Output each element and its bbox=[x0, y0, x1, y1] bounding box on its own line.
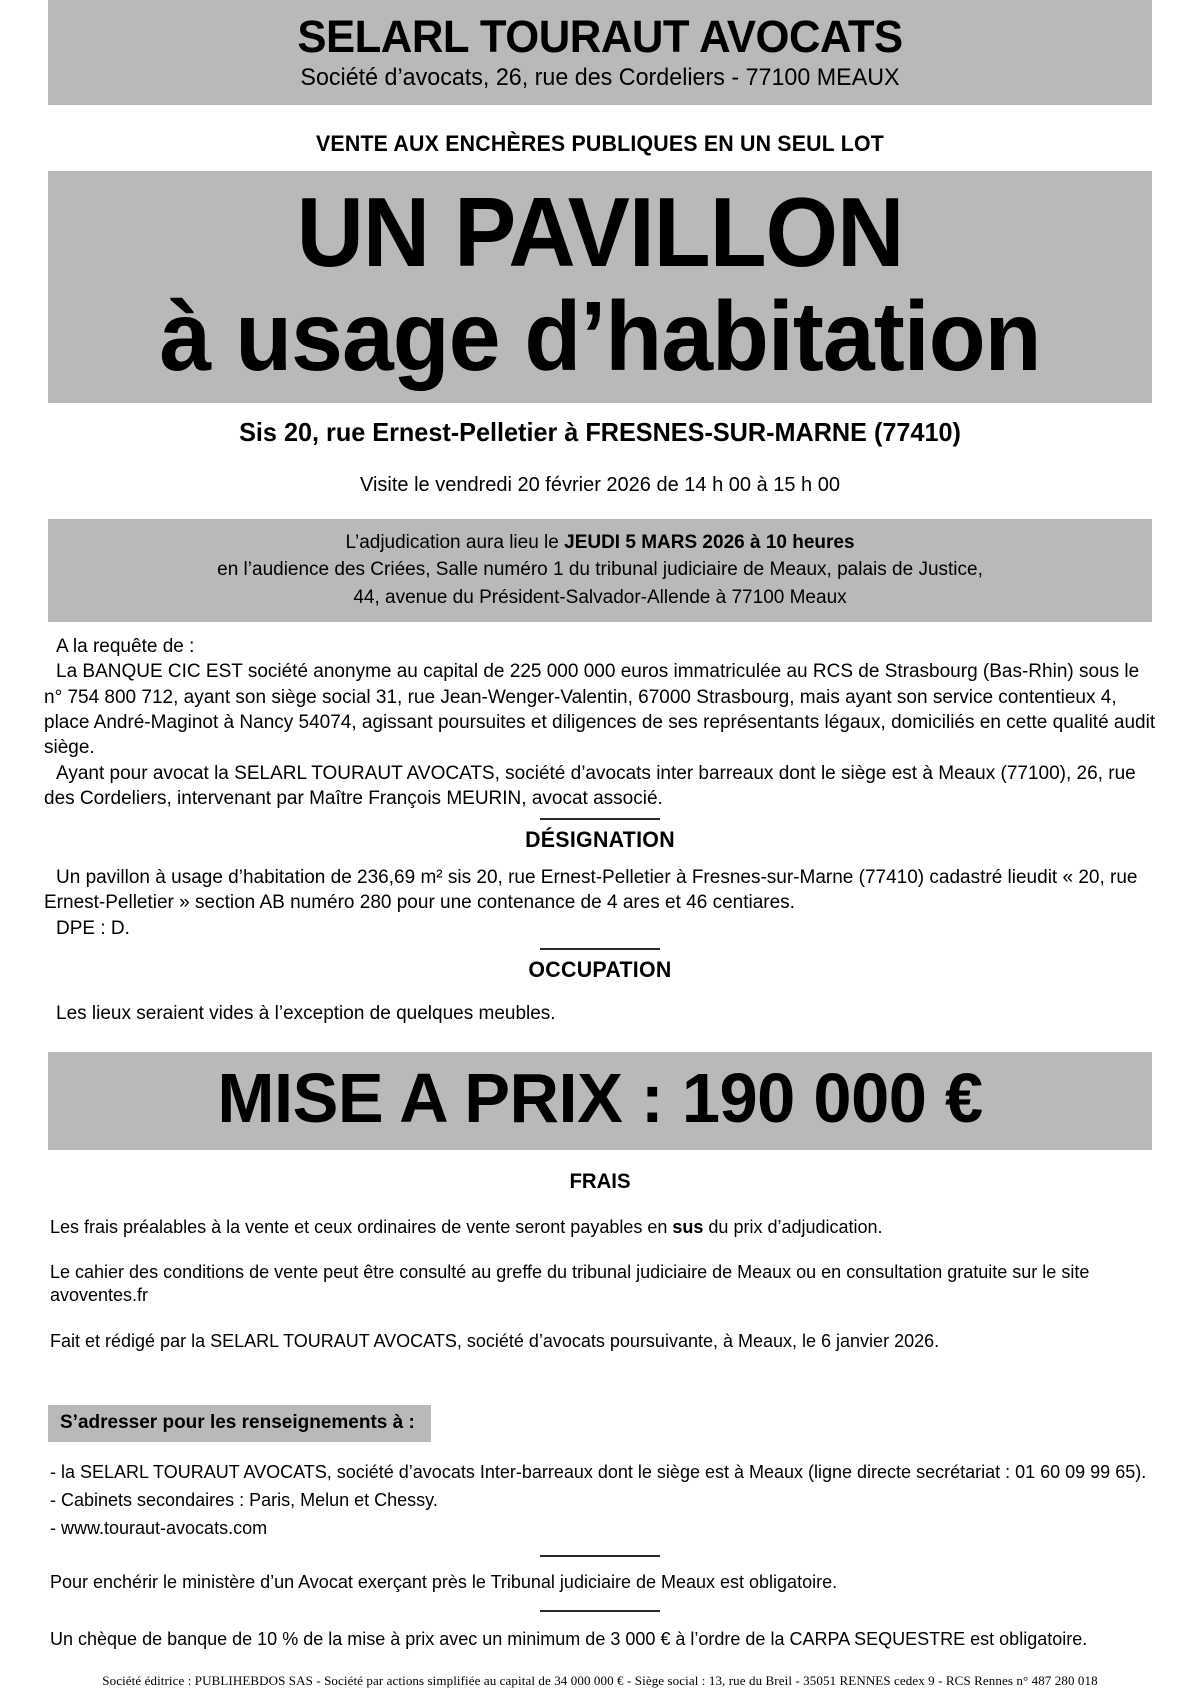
notice-cheque-banque: Un chèque de banque de 10 % de la mise à prix avec un minimum de 3 000 € à l’ordre de la CARPA SEQUESTRE est obligatoire. bbox=[50, 1628, 1088, 1649]
section-divider bbox=[540, 1555, 660, 1557]
adjudication-date: JEUDI 5 MARS 2026 à 10 heures bbox=[564, 531, 855, 553]
adjudication-line-2: en l’audience des Criées, Salle numéro 1 du tribunal judiciaire de Meaux, palais de Justice, bbox=[217, 559, 983, 581]
contact-heading: S’adresser pour les renseignements à : bbox=[48, 1405, 431, 1442]
section-divider bbox=[540, 1610, 660, 1612]
section-divider bbox=[540, 948, 660, 950]
occupation-paragraph: Les lieux seraient vides à l’exception de quelques meubles. bbox=[56, 1002, 556, 1024]
body-content bbox=[0, 634, 1200, 1026]
contact-item: - la SELARL TOURAUT AVOCATS, société d’avocats Inter-barreaux dont le siège est à Meaux (ligne directe secrétariat : 01 60 09 99 65). bbox=[50, 1462, 1147, 1483]
frais-title: FRAIS bbox=[569, 1169, 631, 1193]
property-address: Sis 20, rue Ernest-Pelletier à FRESNES-SUR-MARNE (77410) bbox=[239, 416, 961, 447]
frais-p1-emphasis: sus bbox=[672, 1216, 704, 1237]
contact-item: - Cabinets secondaires : Paris, Melun et Chessy. bbox=[50, 1490, 438, 1511]
hero-band bbox=[48, 171, 1152, 403]
notice-avocat-obligatoire: Pour enchérir le ministère d’un Avocat exerçant près le Tribunal judiciaire de Meaux est obligatoire. bbox=[50, 1571, 838, 1592]
masthead-band bbox=[48, 0, 1152, 105]
frais-p1-after: du prix d’adjudication. bbox=[703, 1216, 883, 1237]
adjudication-band bbox=[48, 519, 1152, 623]
firm-name: SELARL TOURAUT AVOCATS bbox=[297, 11, 903, 62]
requete-intro: A la requête de : bbox=[56, 636, 195, 658]
publisher-footer: Société éditrice : PUBLIHEBDOS SAS - Société par actions simplifiée au capital de 34 000 000 € - Siège social : 13, rue du Breil - 35051 RENNES cedex 9 - RCS Rennes n° 487 280 018 bbox=[102, 1673, 1098, 1689]
frais-paragraph-1 bbox=[0, 1216, 1200, 1239]
frais-p1-before: Les frais préalables à la vente et ceux ordinaires de vente seront payables en bbox=[50, 1216, 673, 1237]
section-divider bbox=[540, 818, 660, 820]
contact-heading-wrapper bbox=[0, 1405, 1200, 1442]
designation-dpe: DPE : D. bbox=[56, 917, 130, 939]
requete-paragraph-2: Ayant pour avocat la SELARL TOURAUT AVOCATS, société d’avocats inter barreaux dont le siège est à Meaux (77100), 26, rue des Cordeliers, intervenant par Maître François MEURIN, avocat associé. bbox=[44, 762, 1136, 809]
contact-item-website[interactable]: - www.touraut-avocats.com bbox=[50, 1518, 268, 1539]
adjudication-line-3: 44, avenue du Président-Salvador-Allende à 77100 Meaux bbox=[353, 586, 847, 608]
designation-paragraph: Un pavillon à usage d’habitation de 236,69 m² sis 20, rue Ernest-Pelletier à Fresnes-sur-Marne (77410) cadastré lieudit « 20, rue Ernest-Pelletier » section AB numéro 280 pour une contenance de 4 ares et 46 centiares. bbox=[44, 867, 1138, 914]
frais-paragraph-3: Fait et rédigé par la SELARL TOURAUT AVOCATS, société d’avocats poursuivante, à Meaux, le 6 janvier 2026. bbox=[50, 1330, 940, 1351]
requete-paragraph-1: La BANQUE CIC EST société anonyme au capital de 225 000 000 euros immatriculée au RCS de Strasbourg (Bas-Rhin) sous le n° 754 800 712, ayant son siège social 31, rue Jean-Wenger-Valentin, 67000 Strasbourg, mais ayant son service contentieux 4, place André-Maginot à Nancy 54074, agissant poursuites et diligences de ses représentants légaux, domiciliés en cette qualité audit siège. bbox=[44, 661, 1156, 759]
hero-title-line1: UN PAVILLON bbox=[296, 176, 904, 287]
visit-schedule: Visite le vendredi 20 février 2026 de 14 h 00 à 15 h 00 bbox=[360, 473, 840, 496]
designation-title: DÉSIGNATION bbox=[525, 827, 675, 853]
price-band bbox=[48, 1052, 1152, 1150]
sale-kind-heading: VENTE AUX ENCHÈRES PUBLIQUES EN UN SEUL LOT bbox=[315, 130, 884, 156]
adjudication-line-1 bbox=[68, 529, 1132, 557]
firm-address-subtitle: Société d’avocats, 26, rue des Cordeliers - 77100 MEAUX bbox=[300, 63, 900, 91]
frais-paragraph-2: Le cahier des conditions de vente peut être consulté au greffe du tribunal judiciaire de Meaux ou en consultation gratuite sur le site avoventes.fr bbox=[50, 1262, 1090, 1306]
contact-list bbox=[0, 1460, 1200, 1540]
mise-a-prix-label: MISE A PRIX : 190 000 € bbox=[217, 1059, 983, 1138]
adjudication-prefix: L’adjudication aura lieu le bbox=[345, 531, 565, 553]
occupation-title: OCCUPATION bbox=[528, 956, 672, 982]
hero-title-line2: à usage d’habitation bbox=[159, 280, 1041, 391]
